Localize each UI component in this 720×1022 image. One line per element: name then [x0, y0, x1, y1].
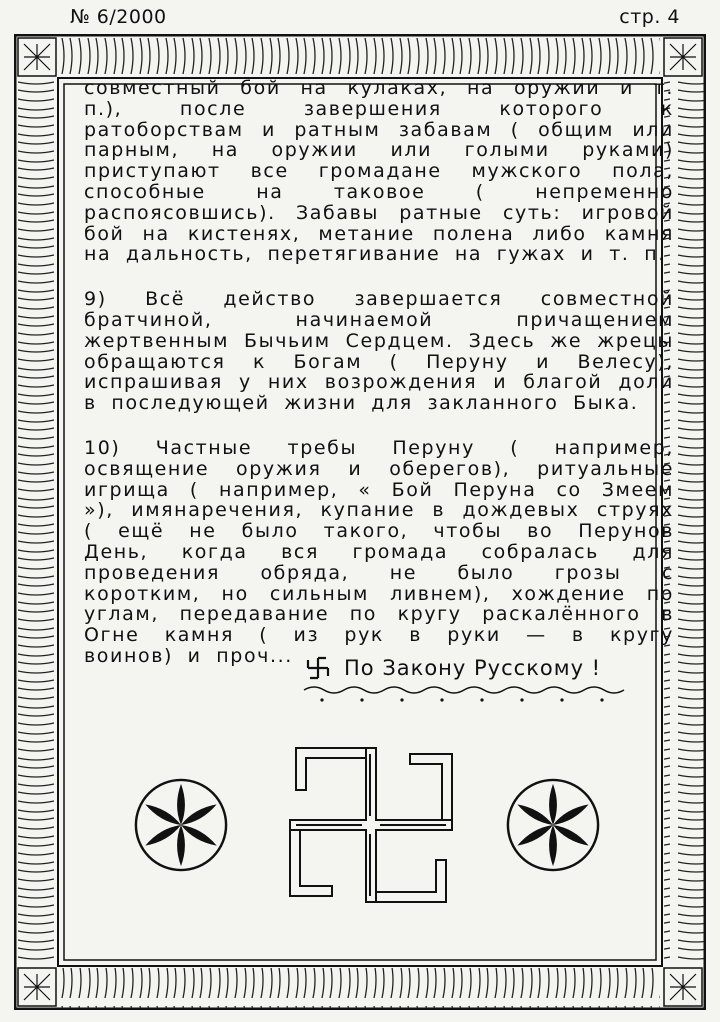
- issue-number: № 6/2000: [70, 6, 167, 28]
- main-text: [84, 78, 674, 691]
- paragraph-8-continued: совместный бой на кулаках, на оружии и т. п.), после завершения которого к ратоборствам и ратным забавам ( общим или парным, на оружии или голыми руками) приступают все громадане мужского пола, способные на таковое ( непременно распоясовшись). Забавы ратные суть: игровой бой на кистенях, метание полена либо камня на дальность, перетягивание на гужах и т. п.: [84, 77, 674, 266]
- closing-text: По Закону Русскому !: [344, 656, 602, 680]
- paragraph-10: 10) Частные требы Перуну ( например, освящение оружия и оберегов), ритуальные игрища ( например, « Бой Перуна со Змеем »), имянаречения, купание в дождевых струях ( ещё не было такого, чтобы во Перунов День, когда вся громада собралась для проведения обряда, не было грозы с коротким, но сильным ливнем), хождение по углам, передавание по кругу раскалённого в Огне камня ( из рук в руки — в кругу воинов) и проч...: [84, 436, 674, 667]
- paragraph-9: 9) Всё действо завершается совместной братчиной, начинаемой причащением жертвенным Бычьим Сердцем. Здесь же жрецы обращаются к Богам ( Перуну и Велесу), испрашивая у них возрождения и благой доли в последующей жизни для закланного Быка.: [84, 288, 674, 415]
- swastika-ornament-icon: [286, 744, 456, 906]
- page-number: стр. 4: [619, 6, 680, 28]
- rosette-right-icon: [504, 776, 602, 874]
- closing-line: [306, 656, 601, 680]
- swastika-sign-icon: [306, 656, 330, 680]
- rosette-left-icon: [132, 776, 230, 874]
- wavy-underline: [302, 684, 632, 704]
